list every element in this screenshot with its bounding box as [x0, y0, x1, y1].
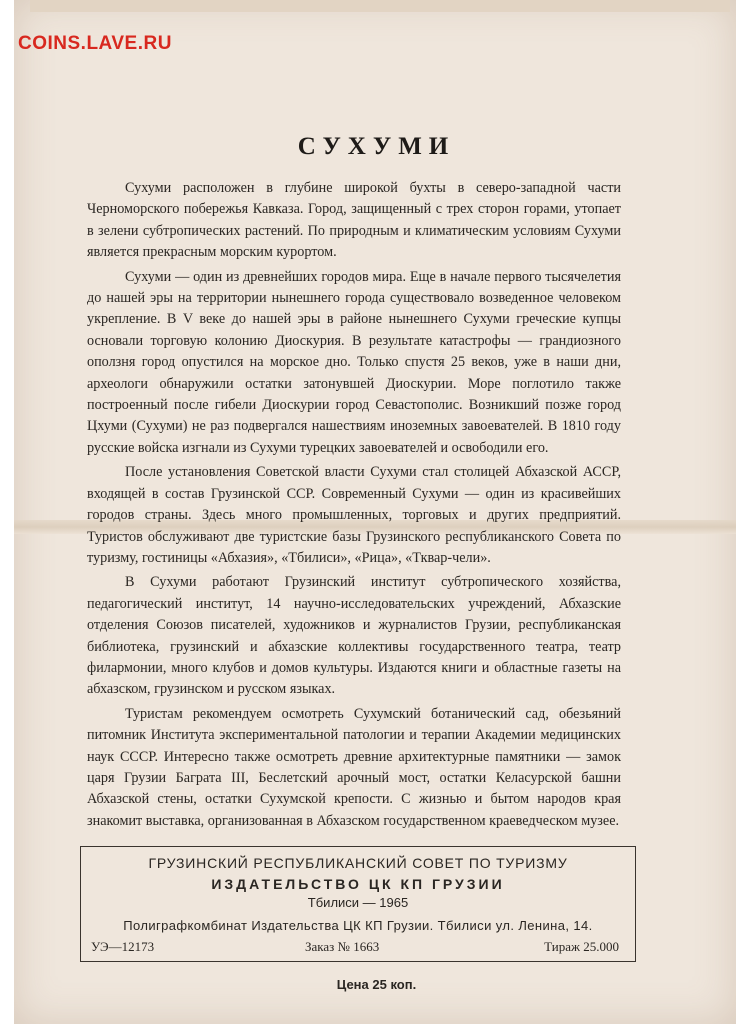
watermark: COINS.LAVE.RU	[18, 33, 172, 54]
page-title: СУХУМИ	[297, 133, 456, 160]
imprint-box	[80, 846, 636, 962]
imprint-city-year: Тбилиси — 1965	[307, 895, 409, 910]
imprint-print-run: Тираж 25.000	[544, 939, 619, 954]
paragraph-intro: Сухуми расположен в глубине широкой бухты в северо-западной части Черноморского побережья Кавказа. Город, защищенный с трех сторон горами, утопает в зелени субтропических растений. По природным и климатическим условиям Сухуми является прекрасным морским курортом.	[87, 180, 621, 261]
paragraph-modern: После установления Советской власти Сухуми стал столицей Абхазской АССР, входящей в состав Грузинской ССР. Современный Сухуми — один из красивейших городов страны. Здесь много промышленных, торговых и других предприятий. Туристов обслуживают две туристские базы Грузинского республиканского Совета по туризму, гостиницы «Абхазия», «Тбилиси», «Рица», «Тквар-чели».	[87, 464, 621, 566]
imprint-printer: Полиграфкомбинат Издательства ЦК КП Грузии. Тбилиси ул. Ленина, 14.	[123, 918, 593, 933]
imprint-publisher: ИЗДАТЕЛЬСТВО ЦК КП ГРУЗИИ	[211, 876, 505, 892]
imprint-code: УЭ—12173	[91, 939, 155, 954]
price-label: Цена 25 коп.	[336, 977, 417, 992]
paragraph-institutions: В Сухуми работают Грузинский институт субтропического хозяйства, педагогический институт, 14 научно-исследовательских учреждений, Абхазские отделения Союзов писателей, художников и журналистов Грузии, республиканская библиотека, грузинский и абхазские коллективы государственного театра, театр филармонии, много клубов и домов культуры. Издаются книги и областные газеты на абхазском, грузинском и русском языках.	[87, 574, 621, 698]
imprint-order: Заказ № 1663	[305, 939, 380, 954]
imprint-council: ГРУЗИНСКИЙ РЕСПУБЛИКАНСКИЙ СОВЕТ ПО ТУРИЗМУ	[148, 855, 568, 871]
article-body	[87, 178, 621, 835]
paragraph-history: Сухуми — один из древнейших городов мира. Еще в начале первого тысячелетия до нашей эры на территории нынешнего города существовало возведенное человеком укрепление. В V веке до нашей эры в районе нынешнего Сухуми греческие купцы основали торговую колонию Диоскурия. В результате катастрофы — грандиозного оползня город опустился на морское дно. Только спустя 25 веков, уже в наши дни, археологи обнаружили остатки затонувшей Диоскурии. Море поглотило также построенный после гибели Диоскурии город Севастополис. Возникший позже город Цхуми (Сухуми) не раз подвергался нашествиям иноземных завоевателей. В 1810 году русские войска изгнали из Сухуми турецких завоевателей и освободили его.	[87, 268, 621, 456]
paragraph-sights: Туристам рекомендуем осмотреть Сухумский ботанический сад, обезьяний питомник Института экспериментальной патологии и терапии Академии медицинских наук СССР. Интересно также осмотреть древние архитектурные памятники — замок царя Грузии Баграта III, Беслетский арочный мост, остатки Келасурской башни Абхазской стены, остатки Сухумской крепости. С жизнью и бытом народов края знакомит выставка, организованная в Абхазском государственном краеведческом музее.	[87, 705, 621, 829]
torn-top-edge	[30, 0, 730, 12]
